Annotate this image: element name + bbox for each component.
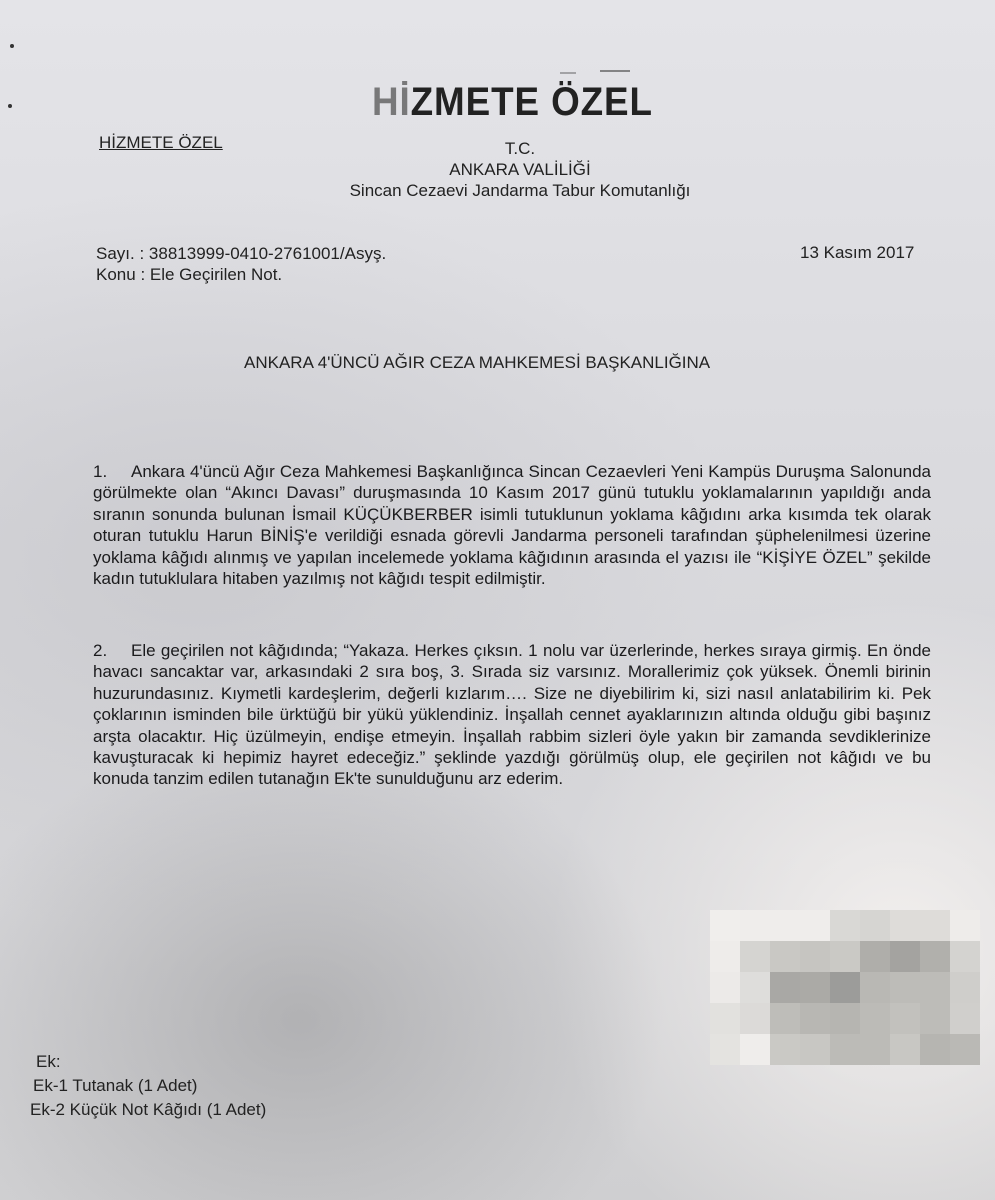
redaction-cell (710, 941, 740, 972)
redaction-cell (860, 1034, 890, 1065)
enclosures-title: Ek: (36, 1052, 61, 1071)
paragraph-text: Ele geçirilen not kâğıdında; “Yakaza. Herkes çıksın. 1 nolu var üzerlerinde, herkes sıraya girmiş. En önde havacı sancaktar var, arkasındaki 2 sıra boş, 3. Sırada siz varsınız. Morallerimiz çok yüksek. Önemli birinin huzurundasınız. Kıymetli kardeşlerim, değerli kızlarım…. Size ne diyebilirim ki, sizi nasıl anlatabilirim ki. Pek çoklarının isminden bile ürktüğü bir yükü yüklendiniz. İnşallah cennet ayaklarınızın altında olduğu gibi başınız arşta olacaktır. Hiç üzülmeyin, endişe etmeyin. İnşallah rabbim sizleri öyle yakın bir zamanda sevdiklerinize kavuşturacak ki hepimiz hayret edeceğiz.” şeklinde yazdığı görülmüş olup, ele geçirilen not kâğıdı ve bu konuda tanzim edilen tutanağın Ek'te sunulduğunu arz ederim. (93, 641, 931, 789)
sayi-value: : 38813999-0410-2761001/Asyş. (139, 244, 387, 263)
redaction-cell (890, 941, 920, 972)
redaction-cell (860, 1003, 890, 1034)
redaction-cell (770, 1003, 800, 1034)
redaction-cell (950, 1034, 980, 1065)
konu-value: : Ele Geçirilen Not. (140, 265, 283, 284)
letterhead-line-valilik: ANKARA VALİLİĞİ (449, 160, 591, 179)
redaction-cell (740, 972, 770, 1003)
letterhead-line-tc: T.C. (504, 139, 536, 158)
redaction-cell (740, 910, 770, 941)
redaction-cell (710, 1003, 740, 1034)
document-date: 13 Kasım 2017 (800, 243, 915, 262)
paper-speck (10, 44, 14, 48)
redaction-cell (950, 972, 980, 1003)
redaction-cell (890, 1003, 920, 1034)
redaction-cell (740, 1003, 770, 1034)
redaction-cell (710, 1034, 740, 1065)
enclosure-item-2: Ek-2 Küçük Not Kâğıdı (1 Adet) (30, 1100, 267, 1119)
classification-label: HİZMETE ÖZEL (99, 133, 223, 152)
redaction-cell (770, 941, 800, 972)
redaction-cell (830, 972, 860, 1003)
redaction-cell (830, 910, 860, 941)
classification-stamp (372, 80, 653, 125)
redaction-cell (830, 1034, 860, 1065)
redaction-cell (710, 910, 740, 941)
redaction-cell (860, 910, 890, 941)
paragraph-2 (93, 640, 931, 790)
redaction-cell (770, 972, 800, 1003)
sayi-label: Sayı. (96, 244, 135, 263)
stamp-mark (560, 72, 576, 74)
redaction-cell (860, 941, 890, 972)
paragraph-text: Ankara 4'üncü Ağır Ceza Mahkemesi Başkanlığınca Sincan Cezaevleri Yeni Kampüs Duruşma Salonunda görülmekte olan “Akıncı Davası” duruşmasında 10 Kasım 2017 günü tutuklu yoklamalarının yapıldığı anda sıranın sonunda bulunan İsmail KÜÇÜKBERBER isimli tutuklunun yoklama kâğıdını arka kısımda tek olarak oturan tutuklu Harun BİNİŞ'e verildiği esnada görevli Jandarma personeli tarafından şüphelenilmesi üzerine yoklama kâğıdı alınmış ve yapılan incelemede yoklama kâğıdının arasında el yazısı ile “KİŞİYE ÖZEL” şekilde kadın tutuklulara hitaben yazılmış not kâğıdı tespit edilmiştir. (93, 462, 931, 589)
stamp-mark (600, 70, 630, 72)
redaction-cell (800, 941, 830, 972)
konu-label: Konu (96, 265, 136, 284)
paper-speck (8, 104, 12, 108)
redaction-cell (920, 972, 950, 1003)
enclosure-item-1: Ek-1 Tutanak (1 Adet) (33, 1076, 198, 1095)
addressee: ANKARA 4'ÜNCÜ AĞIR CEZA MAHKEMESİ BAŞKANLIĞINA (244, 353, 711, 372)
redaction-cell (950, 941, 980, 972)
redaction-cell (860, 972, 890, 1003)
stamp-faded-letters: Hİ (372, 80, 411, 124)
redaction-cell (920, 941, 950, 972)
redaction-cell (950, 1003, 980, 1034)
enclosures (30, 1050, 266, 1122)
redaction-cell (800, 1003, 830, 1034)
redaction-cell (800, 972, 830, 1003)
redaction-cell (830, 1003, 860, 1034)
redaction-cell (710, 972, 740, 1003)
paragraph-number: 2. (93, 641, 108, 660)
redaction-cell (890, 972, 920, 1003)
redaction-cell (890, 1034, 920, 1065)
redaction-cell (920, 1034, 950, 1065)
stamp-text: ZMETE ÖZEL (410, 80, 653, 124)
paragraph-number: 1. (93, 462, 108, 481)
redaction-cell (830, 941, 860, 972)
redaction-cell (740, 941, 770, 972)
redaction-cell (770, 1034, 800, 1065)
redaction-cell (770, 910, 800, 941)
paragraph-1 (93, 461, 931, 589)
redaction-cell (800, 910, 830, 941)
redaction-cell (890, 910, 920, 941)
letterhead-line-unit: Sincan Cezaevi Jandarma Tabur Komutanlığı (349, 181, 691, 200)
redaction-cell (950, 910, 980, 941)
redaction-cell (740, 1034, 770, 1065)
pixelated-signature-redaction (710, 910, 980, 1065)
konu-row (96, 264, 386, 285)
redaction-cell (920, 1003, 950, 1034)
redaction-cell (920, 910, 950, 941)
redaction-cell (800, 1034, 830, 1065)
document-meta (96, 243, 386, 285)
sayi-row (96, 243, 386, 264)
letterhead (300, 138, 740, 201)
